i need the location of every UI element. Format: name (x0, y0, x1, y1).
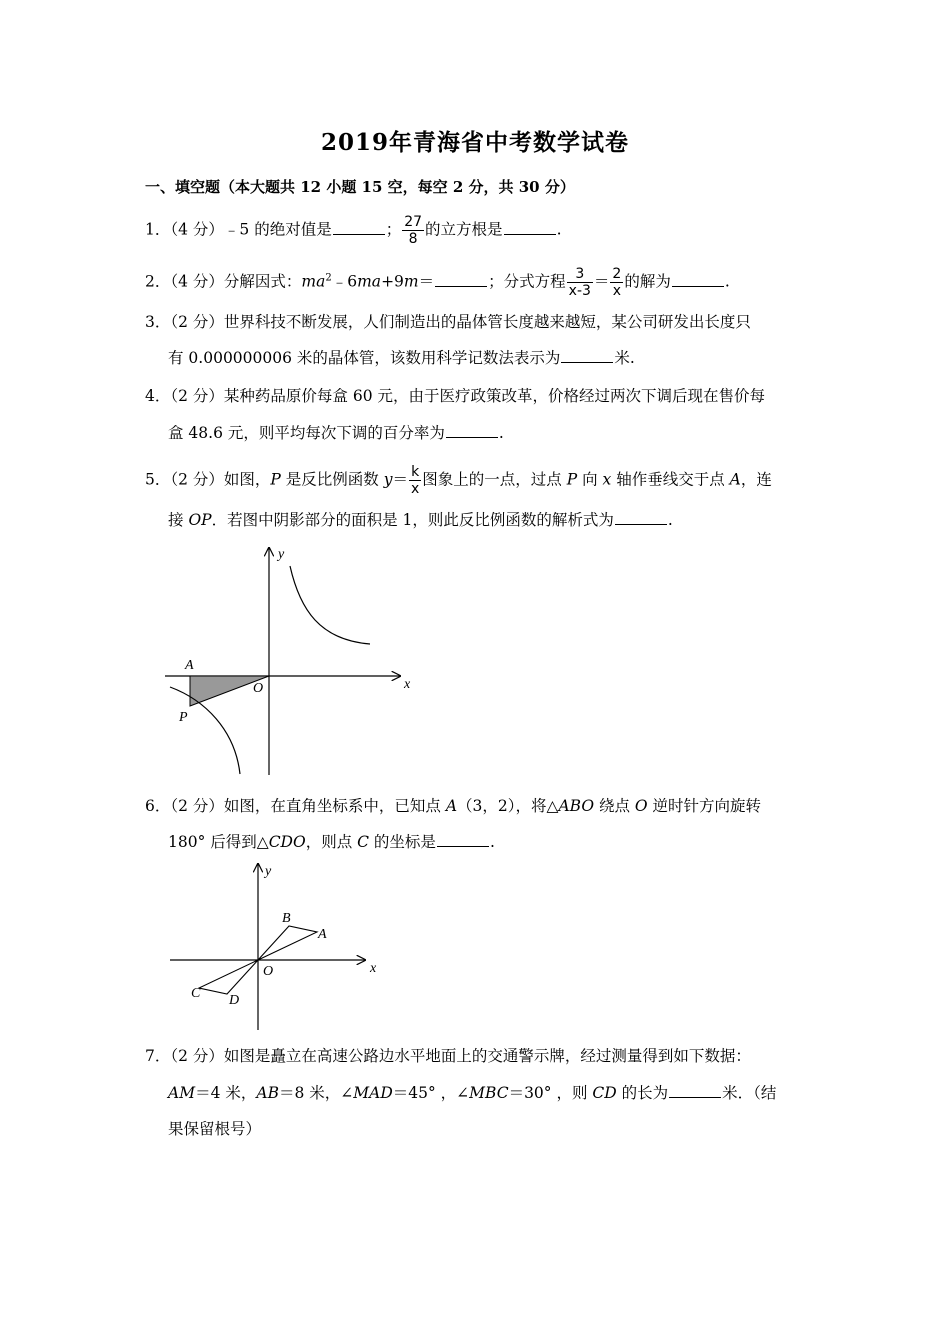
answer-blank[interactable] (504, 220, 556, 235)
label-A: A (318, 927, 327, 942)
question-7-line-3: 果保留根号） (168, 1120, 262, 1138)
answer-blank[interactable] (333, 220, 385, 235)
figure-q6-rotation (165, 858, 395, 1036)
fraction: $\frac{k}{x}$ (410, 464, 420, 497)
question-3-line-2: 有 0.000000006 米的晶体管，该数用科学记数法表示为 米. (168, 349, 635, 367)
fraction: $\frac{27}{8}$ (404, 214, 423, 247)
question-6-line-2: 180° 后得到△CDO，则点 C 的坐标是 . (168, 833, 495, 851)
fraction: $\frac{3}{x-3}$ (568, 266, 591, 299)
label-D: D (229, 993, 240, 1008)
label-y: y (278, 547, 285, 562)
question-5-line-1: 5．（2 分）如图，P 是反比例函数 y＝ $\frac{k}{x}$ 图象上的一点，过点 P 向 x 轴作垂线交于点 A，连 (145, 464, 772, 497)
answer-blank[interactable] (435, 272, 487, 287)
question-6-line-1: 6．（2 分）如图，在直角坐标系中，已知点 A（3，2），将△ABO 绕点 O 逆时针方向旋转 (145, 797, 762, 815)
answer-blank[interactable] (672, 272, 724, 287)
question-5-line-2: 接 OP．若图中阴影部分的面积是 1，则此反比例函数的解析式为 . (168, 511, 673, 529)
label-x: x (404, 677, 411, 692)
label-O: O (263, 964, 274, 979)
question-4-line-1: 4．（2 分）某种药品原价每盒 60 元，由于医疗政策改革，价格经过两次下调后现在售价每 (145, 387, 765, 405)
label-A: A (185, 658, 194, 673)
triangle-ABO (258, 926, 317, 960)
answer-blank[interactable] (615, 510, 667, 525)
question-7-line-2: AM＝4 米，AB＝8 米，∠MAD＝45° ，∠MBC＝30° ，则 CD 的长为 米．（结 (168, 1084, 777, 1102)
hyperbola-branch-right (290, 566, 370, 644)
page-title: 2019年青海省中考数学试卷 (320, 129, 629, 156)
question-3-line-1: 3．（2 分）世界科技不断发展，人们制造出的晶体管长度越来越短，某公司研发出长度只 (145, 313, 751, 331)
answer-blank[interactable] (446, 423, 498, 438)
fraction: $\frac{2}{x}$ (612, 266, 622, 299)
section-heading: 一、填空题（本大题共 12 小题 15 空，每空 2 分，共 30 分） (145, 178, 575, 196)
question-2: 2．（4 分）分解因式：$ma^2﹣6ma+9m=$ ；分式方程 $\frac{3}{x-3}$ ＝ $\frac{2}{x}$ 的解为 . (145, 266, 730, 299)
question-7-line-1: 7．（2 分）如图是矗立在高速公路边水平地面上的交通警示牌，经过测量得到如下数据： (145, 1047, 751, 1065)
label-y: y (265, 864, 272, 879)
question-1: 1．（4 分）﹣5 的绝对值是 ； $\frac{27}{8}$ 的立方根是 . (145, 214, 562, 247)
label-B: B (282, 911, 291, 926)
label-x: x (370, 961, 377, 976)
answer-blank[interactable] (561, 348, 613, 363)
triangle-CDO (199, 960, 258, 994)
label-C: C (191, 986, 201, 1001)
figure-q5-hyperbola (160, 540, 430, 780)
label-P: P (179, 710, 188, 725)
question-4-line-2: 盒 48.6 元，则平均每次下调的百分率为 . (168, 424, 504, 442)
answer-blank[interactable] (437, 832, 489, 847)
answer-blank[interactable] (669, 1083, 721, 1098)
label-O: O (253, 681, 264, 696)
